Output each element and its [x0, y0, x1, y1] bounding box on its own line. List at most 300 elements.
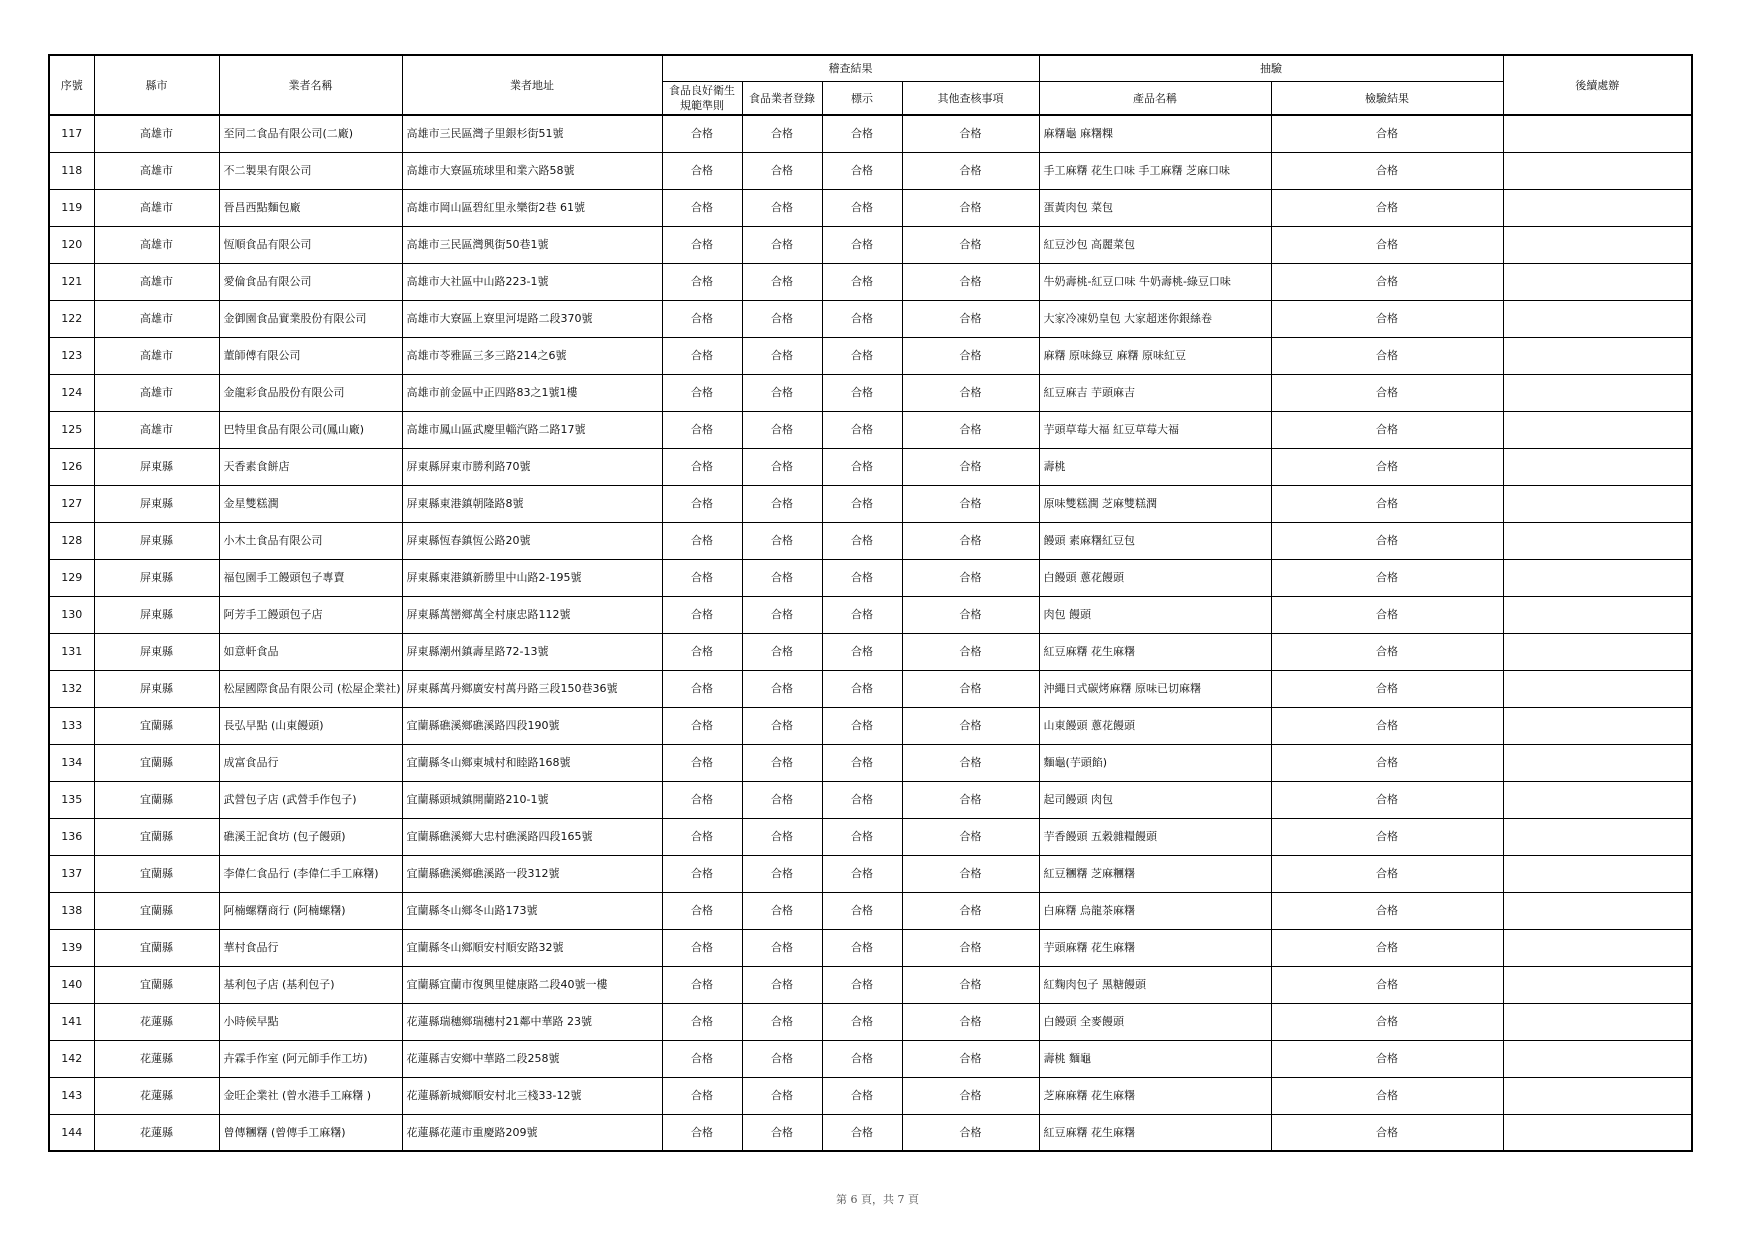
cell-product: 芝麻麻糬 花生麻糬 [1039, 1077, 1271, 1114]
cell-test-result: 合格 [1271, 670, 1503, 707]
cell-registration: 合格 [742, 522, 822, 559]
header-sampling-group: 抽驗 [1039, 55, 1503, 82]
cell-seq: 139 [49, 929, 94, 966]
cell-product: 麻糬 原味綠豆 麻糬 原味紅豆 [1039, 337, 1271, 374]
table-row [49, 596, 1692, 633]
table-row [49, 670, 1692, 707]
cell-seq: 118 [49, 152, 94, 189]
cell-test-result: 合格 [1271, 115, 1503, 152]
cell-address: 高雄市大社區中山路223-1號 [402, 263, 662, 300]
cell-test-result: 合格 [1271, 226, 1503, 263]
cell-address: 花蓮縣吉安鄉中華路二段258號 [402, 1040, 662, 1077]
cell-label: 合格 [822, 559, 902, 596]
cell-label: 合格 [822, 448, 902, 485]
cell-seq: 121 [49, 263, 94, 300]
cell-followup [1503, 226, 1692, 263]
cell-seq: 124 [49, 374, 94, 411]
cell-county: 高雄市 [94, 263, 219, 300]
cell-product: 紅豆麻吉 芋頭麻吉 [1039, 374, 1271, 411]
cell-county: 屏東縣 [94, 485, 219, 522]
cell-followup [1503, 966, 1692, 1003]
table-row [49, 485, 1692, 522]
cell-county: 高雄市 [94, 189, 219, 226]
cell-county: 高雄市 [94, 411, 219, 448]
cell-name: 金星雙糕潤 [219, 485, 402, 522]
cell-registration: 合格 [742, 152, 822, 189]
cell-test-result: 合格 [1271, 707, 1503, 744]
cell-followup [1503, 781, 1692, 818]
cell-registration: 合格 [742, 670, 822, 707]
cell-county: 屏東縣 [94, 448, 219, 485]
cell-followup [1503, 855, 1692, 892]
cell-other: 合格 [902, 707, 1039, 744]
cell-label: 合格 [822, 1114, 902, 1151]
cell-ghp: 合格 [662, 152, 742, 189]
cell-ghp: 合格 [662, 189, 742, 226]
header-product: 產品名稱 [1039, 82, 1271, 116]
cell-county: 高雄市 [94, 300, 219, 337]
cell-label: 合格 [822, 522, 902, 559]
cell-seq: 138 [49, 892, 94, 929]
cell-seq: 128 [49, 522, 94, 559]
table-row [49, 411, 1692, 448]
cell-registration: 合格 [742, 596, 822, 633]
cell-product: 山東饅頭 蔥花饅頭 [1039, 707, 1271, 744]
cell-other: 合格 [902, 966, 1039, 1003]
cell-ghp: 合格 [662, 411, 742, 448]
cell-label: 合格 [822, 596, 902, 633]
cell-product: 起司饅頭 肉包 [1039, 781, 1271, 818]
header-registration: 食品業者登錄 [742, 82, 822, 116]
cell-name: 阿芳手工饅頭包子店 [219, 596, 402, 633]
cell-seq: 117 [49, 115, 94, 152]
cell-name: 愛倫食品有限公司 [219, 263, 402, 300]
cell-name: 如意軒食品 [219, 633, 402, 670]
cell-test-result: 合格 [1271, 411, 1503, 448]
cell-ghp: 合格 [662, 781, 742, 818]
cell-test-result: 合格 [1271, 633, 1503, 670]
cell-seq: 144 [49, 1114, 94, 1151]
cell-name: 長弘早點 (山東饅頭) [219, 707, 402, 744]
cell-followup [1503, 633, 1692, 670]
cell-county: 宜蘭縣 [94, 892, 219, 929]
cell-other: 合格 [902, 485, 1039, 522]
cell-address: 宜蘭縣宜蘭市復興里健康路二段40號一樓 [402, 966, 662, 1003]
header-name: 業者名稱 [219, 55, 402, 115]
cell-name: 曾傳糰糬 (曾傳手工麻糬) [219, 1114, 402, 1151]
cell-address: 宜蘭縣礁溪鄉礁溪路四段190號 [402, 707, 662, 744]
cell-followup [1503, 1114, 1692, 1151]
cell-label: 合格 [822, 115, 902, 152]
cell-seq: 135 [49, 781, 94, 818]
cell-name: 晉昌西點麵包廠 [219, 189, 402, 226]
cell-ghp: 合格 [662, 337, 742, 374]
cell-label: 合格 [822, 670, 902, 707]
cell-county: 屏東縣 [94, 596, 219, 633]
cell-address: 屏東縣萬丹鄉廣安村萬丹路三段150巷36號 [402, 670, 662, 707]
cell-name: 阿楠螺糬商行 (阿楠螺糬) [219, 892, 402, 929]
cell-test-result: 合格 [1271, 1114, 1503, 1151]
cell-address: 花蓮縣瑞穗鄉瑞穗村21鄰中華路 23號 [402, 1003, 662, 1040]
cell-registration: 合格 [742, 485, 822, 522]
cell-address: 屏東縣潮州鎮壽星路72-13號 [402, 633, 662, 670]
cell-label: 合格 [822, 744, 902, 781]
cell-ghp: 合格 [662, 1003, 742, 1040]
cell-ghp: 合格 [662, 892, 742, 929]
cell-registration: 合格 [742, 448, 822, 485]
cell-seq: 120 [49, 226, 94, 263]
cell-label: 合格 [822, 300, 902, 337]
cell-followup [1503, 411, 1692, 448]
cell-address: 宜蘭縣礁溪鄉礁溪路一段312號 [402, 855, 662, 892]
header-test-result: 檢驗結果 [1271, 82, 1503, 116]
table-row [49, 189, 1692, 226]
cell-ghp: 合格 [662, 818, 742, 855]
header-address: 業者地址 [402, 55, 662, 115]
cell-label: 合格 [822, 337, 902, 374]
cell-followup [1503, 1040, 1692, 1077]
cell-other: 合格 [902, 300, 1039, 337]
cell-label: 合格 [822, 374, 902, 411]
cell-label: 合格 [822, 226, 902, 263]
cell-ghp: 合格 [662, 300, 742, 337]
cell-registration: 合格 [742, 559, 822, 596]
cell-registration: 合格 [742, 781, 822, 818]
cell-followup [1503, 263, 1692, 300]
cell-ghp: 合格 [662, 226, 742, 263]
cell-ghp: 合格 [662, 522, 742, 559]
table-row [49, 226, 1692, 263]
cell-county: 高雄市 [94, 115, 219, 152]
cell-test-result: 合格 [1271, 485, 1503, 522]
cell-registration: 合格 [742, 929, 822, 966]
cell-other: 合格 [902, 559, 1039, 596]
header-inspection-group: 稽查結果 [662, 55, 1039, 82]
cell-county: 屏東縣 [94, 559, 219, 596]
table-row [49, 115, 1692, 152]
cell-address: 高雄市鳳山區武慶里輜汽路二路17號 [402, 411, 662, 448]
cell-other: 合格 [902, 781, 1039, 818]
cell-address: 屏東縣東港鎮朝隆路8號 [402, 485, 662, 522]
cell-product: 紅豆糰糬 芝麻糰糬 [1039, 855, 1271, 892]
cell-product: 壽桃 麵龜 [1039, 1040, 1271, 1077]
cell-county: 高雄市 [94, 374, 219, 411]
cell-other: 合格 [902, 892, 1039, 929]
cell-county: 高雄市 [94, 226, 219, 263]
cell-other: 合格 [902, 670, 1039, 707]
cell-county: 花蓮縣 [94, 1114, 219, 1151]
cell-county: 宜蘭縣 [94, 744, 219, 781]
cell-registration: 合格 [742, 818, 822, 855]
cell-other: 合格 [902, 522, 1039, 559]
cell-label: 合格 [822, 189, 902, 226]
cell-name: 金御園食品實業股份有限公司 [219, 300, 402, 337]
cell-label: 合格 [822, 1077, 902, 1114]
cell-registration: 合格 [742, 1003, 822, 1040]
cell-ghp: 合格 [662, 855, 742, 892]
cell-county: 宜蘭縣 [94, 781, 219, 818]
cell-label: 合格 [822, 263, 902, 300]
cell-county: 屏東縣 [94, 522, 219, 559]
cell-county: 花蓮縣 [94, 1003, 219, 1040]
table-row [49, 1003, 1692, 1040]
cell-other: 合格 [902, 818, 1039, 855]
cell-product: 芋頭麻糬 花生麻糬 [1039, 929, 1271, 966]
cell-registration: 合格 [742, 966, 822, 1003]
cell-test-result: 合格 [1271, 818, 1503, 855]
cell-registration: 合格 [742, 374, 822, 411]
table-row [49, 966, 1692, 1003]
cell-test-result: 合格 [1271, 1077, 1503, 1114]
cell-address: 宜蘭縣冬山鄉順安村順安路32號 [402, 929, 662, 966]
cell-product: 大家冷凍奶皇包 大家超迷你銀絲卷 [1039, 300, 1271, 337]
cell-product: 蛋黃肉包 菜包 [1039, 189, 1271, 226]
cell-test-result: 合格 [1271, 855, 1503, 892]
cell-followup [1503, 707, 1692, 744]
cell-name: 恆順食品有限公司 [219, 226, 402, 263]
header-county: 縣市 [94, 55, 219, 115]
cell-seq: 125 [49, 411, 94, 448]
cell-followup [1503, 929, 1692, 966]
cell-product: 壽桃 [1039, 448, 1271, 485]
cell-test-result: 合格 [1271, 1040, 1503, 1077]
cell-seq: 134 [49, 744, 94, 781]
cell-followup [1503, 818, 1692, 855]
cell-name: 小時候早點 [219, 1003, 402, 1040]
cell-test-result: 合格 [1271, 1003, 1503, 1040]
cell-address: 高雄市岡山區碧紅里永樂街2巷 61號 [402, 189, 662, 226]
cell-seq: 133 [49, 707, 94, 744]
cell-seq: 131 [49, 633, 94, 670]
inspection-table [48, 54, 1693, 1152]
cell-name: 成富食品行 [219, 744, 402, 781]
header-label: 標示 [822, 82, 902, 116]
cell-followup [1503, 892, 1692, 929]
cell-seq: 123 [49, 337, 94, 374]
cell-product: 肉包 饅頭 [1039, 596, 1271, 633]
cell-address: 高雄市大寮區上寮里河堤路二段370號 [402, 300, 662, 337]
table-row [49, 300, 1692, 337]
cell-other: 合格 [902, 226, 1039, 263]
cell-address: 高雄市苓雅區三多三路214之6號 [402, 337, 662, 374]
table-row [49, 263, 1692, 300]
table-row [49, 337, 1692, 374]
cell-other: 合格 [902, 1003, 1039, 1040]
cell-followup [1503, 189, 1692, 226]
cell-other: 合格 [902, 744, 1039, 781]
cell-test-result: 合格 [1271, 374, 1503, 411]
cell-label: 合格 [822, 929, 902, 966]
cell-followup [1503, 337, 1692, 374]
cell-label: 合格 [822, 152, 902, 189]
cell-ghp: 合格 [662, 929, 742, 966]
cell-followup [1503, 115, 1692, 152]
cell-other: 合格 [902, 596, 1039, 633]
cell-other: 合格 [902, 115, 1039, 152]
cell-product: 芋頭草莓大福 紅豆草莓大福 [1039, 411, 1271, 448]
cell-name: 卉霖手作室 (阿元師手作工坊) [219, 1040, 402, 1077]
cell-test-result: 合格 [1271, 781, 1503, 818]
table-row [49, 374, 1692, 411]
cell-product: 沖繩日式碳烤麻糬 原味已切麻糬 [1039, 670, 1271, 707]
cell-followup [1503, 559, 1692, 596]
cell-product: 紅豆沙包 高麗菜包 [1039, 226, 1271, 263]
cell-ghp: 合格 [662, 374, 742, 411]
cell-county: 花蓮縣 [94, 1040, 219, 1077]
cell-registration: 合格 [742, 633, 822, 670]
cell-label: 合格 [822, 485, 902, 522]
table-header [49, 55, 1692, 115]
table-row [49, 152, 1692, 189]
cell-label: 合格 [822, 966, 902, 1003]
table-row [49, 522, 1692, 559]
cell-ghp: 合格 [662, 633, 742, 670]
cell-address: 高雄市三民區灣子里銀杉街51號 [402, 115, 662, 152]
cell-test-result: 合格 [1271, 892, 1503, 929]
cell-name: 至同二食品有限公司(二廠) [219, 115, 402, 152]
cell-ghp: 合格 [662, 707, 742, 744]
cell-seq: 127 [49, 485, 94, 522]
header-other: 其他查核事項 [902, 82, 1039, 116]
cell-product: 麻糬龜 麻糬粿 [1039, 115, 1271, 152]
cell-registration: 合格 [742, 855, 822, 892]
cell-product: 紅豆麻糬 花生麻糬 [1039, 1114, 1271, 1151]
cell-product: 麵龜(芋頭餡) [1039, 744, 1271, 781]
cell-ghp: 合格 [662, 670, 742, 707]
cell-registration: 合格 [742, 1114, 822, 1151]
table-row [49, 781, 1692, 818]
cell-followup [1503, 374, 1692, 411]
cell-seq: 126 [49, 448, 94, 485]
cell-registration: 合格 [742, 115, 822, 152]
cell-ghp: 合格 [662, 263, 742, 300]
cell-ghp: 合格 [662, 485, 742, 522]
cell-ghp: 合格 [662, 744, 742, 781]
cell-name: 李偉仁食品行 (李偉仁手工麻糬) [219, 855, 402, 892]
cell-followup [1503, 152, 1692, 189]
cell-label: 合格 [822, 707, 902, 744]
table-row [49, 1114, 1692, 1151]
cell-ghp: 合格 [662, 1114, 742, 1151]
cell-address: 屏東縣恆春鎮恆公路20號 [402, 522, 662, 559]
cell-other: 合格 [902, 337, 1039, 374]
cell-followup [1503, 485, 1692, 522]
table-row [49, 559, 1692, 596]
cell-name: 董師傅有限公司 [219, 337, 402, 374]
cell-ghp: 合格 [662, 596, 742, 633]
cell-product: 芋香饅頭 五穀雜糧饅頭 [1039, 818, 1271, 855]
cell-other: 合格 [902, 263, 1039, 300]
cell-registration: 合格 [742, 226, 822, 263]
cell-county: 屏東縣 [94, 670, 219, 707]
cell-name: 礁溪王記食坊 (包子饅頭) [219, 818, 402, 855]
cell-test-result: 合格 [1271, 152, 1503, 189]
cell-other: 合格 [902, 411, 1039, 448]
header-seq: 序號 [49, 55, 94, 115]
cell-address: 屏東縣東港鎮新勝里中山路2-195號 [402, 559, 662, 596]
cell-other: 合格 [902, 633, 1039, 670]
cell-other: 合格 [902, 1114, 1039, 1151]
cell-registration: 合格 [742, 263, 822, 300]
cell-county: 宜蘭縣 [94, 818, 219, 855]
cell-other: 合格 [902, 374, 1039, 411]
cell-ghp: 合格 [662, 1040, 742, 1077]
cell-address: 屏東縣萬巒鄉萬全村康忠路112號 [402, 596, 662, 633]
cell-seq: 141 [49, 1003, 94, 1040]
table-row [49, 448, 1692, 485]
cell-other: 合格 [902, 189, 1039, 226]
cell-other: 合格 [902, 929, 1039, 966]
cell-followup [1503, 744, 1692, 781]
table-row [49, 929, 1692, 966]
cell-label: 合格 [822, 633, 902, 670]
cell-name: 金旺企業社 (曾水港手工麻糬 ) [219, 1077, 402, 1114]
cell-test-result: 合格 [1271, 559, 1503, 596]
table-row [49, 1077, 1692, 1114]
cell-product: 白麻糬 烏龍茶麻糬 [1039, 892, 1271, 929]
cell-county: 宜蘭縣 [94, 707, 219, 744]
cell-seq: 143 [49, 1077, 94, 1114]
cell-address: 宜蘭縣冬山鄉冬山路173號 [402, 892, 662, 929]
cell-label: 合格 [822, 892, 902, 929]
cell-name: 天香素食餅店 [219, 448, 402, 485]
cell-ghp: 合格 [662, 1077, 742, 1114]
cell-product: 牛奶壽桃-紅豆口味 牛奶壽桃-綠豆口味 [1039, 263, 1271, 300]
cell-seq: 122 [49, 300, 94, 337]
cell-seq: 132 [49, 670, 94, 707]
cell-label: 合格 [822, 781, 902, 818]
cell-test-result: 合格 [1271, 263, 1503, 300]
cell-other: 合格 [902, 855, 1039, 892]
cell-county: 高雄市 [94, 337, 219, 374]
cell-registration: 合格 [742, 189, 822, 226]
cell-registration: 合格 [742, 1077, 822, 1114]
cell-label: 合格 [822, 855, 902, 892]
cell-county: 宜蘭縣 [94, 855, 219, 892]
cell-ghp: 合格 [662, 448, 742, 485]
cell-registration: 合格 [742, 1040, 822, 1077]
cell-address: 高雄市三民區灣興街50巷1號 [402, 226, 662, 263]
cell-registration: 合格 [742, 300, 822, 337]
cell-other: 合格 [902, 1040, 1039, 1077]
page-footer: 第 6 頁，共 7 頁 [836, 1193, 919, 1206]
cell-test-result: 合格 [1271, 189, 1503, 226]
cell-seq: 140 [49, 966, 94, 1003]
cell-name: 小木土食品有限公司 [219, 522, 402, 559]
cell-seq: 142 [49, 1040, 94, 1077]
table-row [49, 818, 1692, 855]
header-ghp: 食品良好衛生規範準則 [662, 82, 742, 116]
cell-test-result: 合格 [1271, 337, 1503, 374]
cell-name: 福包園手工饅頭包子專賣 [219, 559, 402, 596]
cell-name: 巴特里食品有限公司(鳳山廠) [219, 411, 402, 448]
cell-registration: 合格 [742, 411, 822, 448]
cell-address: 高雄市大寮區琉球里和業六路58號 [402, 152, 662, 189]
cell-label: 合格 [822, 411, 902, 448]
cell-registration: 合格 [742, 707, 822, 744]
cell-followup [1503, 1003, 1692, 1040]
cell-other: 合格 [902, 1077, 1039, 1114]
cell-test-result: 合格 [1271, 596, 1503, 633]
cell-name: 松屋國際食品有限公司 (松屋企業社) [219, 670, 402, 707]
cell-registration: 合格 [742, 744, 822, 781]
cell-address: 花蓮縣新城鄉順安村北三棧33-12號 [402, 1077, 662, 1114]
cell-ghp: 合格 [662, 966, 742, 1003]
header-followup: 後續處辦 [1503, 55, 1692, 115]
cell-product: 饅頭 素麻糬紅豆包 [1039, 522, 1271, 559]
cell-county: 高雄市 [94, 152, 219, 189]
cell-seq: 136 [49, 818, 94, 855]
